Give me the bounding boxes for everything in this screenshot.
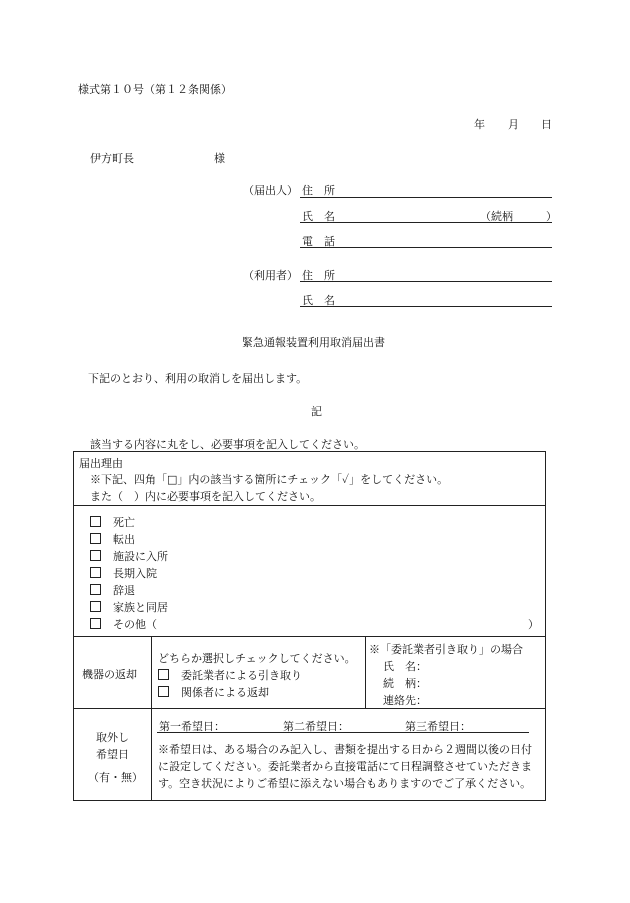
addressee: 伊方町長 [90,152,134,165]
removal-label-2: 希望日 [96,748,129,761]
removal-label-3: （有・無） [88,771,143,784]
honorific: 様 [214,152,225,165]
removal-note-1: ※希望日は、ある場合のみ記入し、書類を提出する日から２週間以後の日付 [158,743,532,756]
reason-option-decline[interactable]: 辞退 [90,582,135,598]
applicant-name-line[interactable] [300,222,552,223]
pickup-relation-label[interactable]: 続 柄： [383,677,427,690]
return-option-relative[interactable]: 関係者による返却 [158,684,269,700]
return-column-divider [365,636,366,708]
applicant-phone-label: 電 話 [302,235,335,248]
other-close-paren: ） [528,618,539,631]
reason-note-2: また（ ）内に必要事項を記入してください。 [90,490,321,503]
removal-note-2: に設定してください。委託業者から直接電話にて日程調整させていただきま [158,760,532,773]
checkbox[interactable] [90,584,101,595]
user-label: （利用者） [243,269,298,282]
date-month-label: 月 [508,118,519,131]
reason-divider [73,505,546,506]
form-number: 様式第１０号（第１２条関係） [78,83,232,96]
reason-option-other[interactable]: その他（ [90,616,157,632]
pickup-heading: ※「委託業者引き取り」の場合 [369,643,523,656]
checkbox[interactable] [90,550,101,561]
instruction-text: 該当する内容に丸をし、必要事項を記入してください。 [90,438,365,451]
checkbox[interactable] [158,669,169,680]
date-day-label: 日 [541,118,552,131]
applicant-label: （届出人） [243,184,298,197]
third-preference-label[interactable]: 第三希望日： [405,720,471,733]
user-name-label: 氏 名 [302,294,335,307]
applicant-address-label: 住 所 [302,184,335,197]
pickup-name-label[interactable]: 氏 名： [383,660,427,673]
reason-note-1: ※下記、四角「□」内の該当する箇所にチェック「✓」をしてください。 [90,473,449,486]
second-preference-label[interactable]: 第二希望日： [283,720,349,733]
checkbox[interactable] [90,567,101,578]
preference-underline [157,732,529,733]
removal-divider [73,708,546,709]
checkbox[interactable] [90,533,101,544]
applicant-address-line[interactable] [300,197,552,198]
return-label: 機器の返却 [82,668,137,681]
removal-note-3: す。空き状況によりご希望に添えない場合もありますのでご了承ください。 [158,777,532,790]
user-address-line[interactable] [300,281,552,282]
document-title: 緊急通報装置利用取消届出書 [242,336,385,349]
pickup-contact-label[interactable]: 連絡先： [383,694,427,707]
applicant-relation-label: （続柄 ） [480,210,557,223]
checkbox[interactable] [90,618,101,629]
first-preference-label[interactable]: 第一希望日： [159,720,225,733]
label-column-divider [151,636,152,801]
ki-heading: 記 [311,405,322,418]
reason-heading: 届出理由 [79,457,123,470]
applicant-phone-line[interactable] [300,247,552,248]
user-name-line[interactable] [300,306,552,307]
intro-text: 下記のとおり、利用の取消しを届出します。 [88,372,308,385]
reason-option-facility[interactable]: 施設に入所 [90,548,168,564]
return-prompt: どちらか選択しチェックしてください。 [158,652,356,665]
reason-option-hospital[interactable]: 長期入院 [90,565,157,581]
reason-option-family[interactable]: 家族と同居 [90,599,168,615]
checkbox[interactable] [90,516,101,527]
removal-label-1: 取外し [96,731,129,744]
applicant-name-label: 氏 名 [302,210,335,223]
checkbox[interactable] [90,601,101,612]
checkbox[interactable] [158,686,169,697]
date-year-label: 年 [474,118,485,131]
reason-option-death[interactable]: 死亡 [90,514,135,530]
user-address-label: 住 所 [302,269,335,282]
return-option-contractor[interactable]: 委託業者による引き取り [158,667,302,683]
return-divider [73,636,546,637]
reason-option-move-out[interactable]: 転出 [90,531,135,547]
